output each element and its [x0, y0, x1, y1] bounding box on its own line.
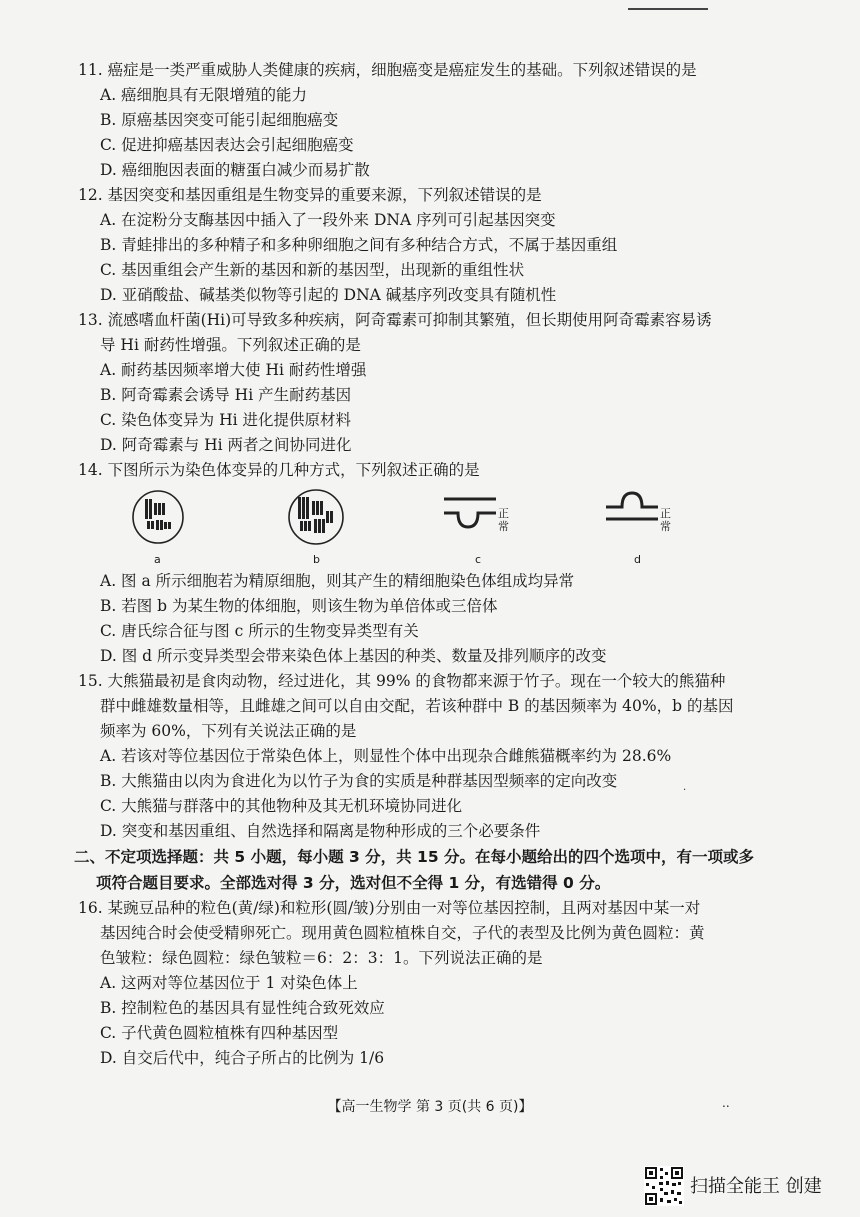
question-15-option-c: C. 大熊猫与群落中的其他物种及其无机环境协同进化	[100, 797, 463, 815]
section-2-heading	[74, 844, 778, 896]
figure-c-label: c	[475, 553, 482, 566]
page-footer: 【高一生物学 第 3 页(共 6 页)】	[327, 1099, 533, 1115]
question-12-option-b: B. 青蛙排出的多种精子和多种卵细胞之间有多种结合方式，不属于基因重组	[100, 236, 618, 254]
figure-b-label: b	[313, 553, 320, 566]
question-13	[78, 308, 778, 458]
question-12	[78, 183, 778, 308]
question-16-stem-line-1: 16. 某豌豆品种的粒色(黄/绿)和粒形(圆/皱)分别由一对等位基因控制，且两对基因中某一对	[78, 899, 701, 917]
section-2-line-1: 二、不定项选择题：共 5 小题，每小题 3 分，共 15 分。在每小题给出的四个选项中，有一项或多	[74, 848, 755, 866]
question-15-option-d: D. 突变和基因重组、自然选择和隔离是物种形成的三个必要条件	[100, 822, 541, 840]
question-13-stem-line-1: 13. 流感嗜血杆菌(Hi)可导致多种疾病，阿奇霉素可抑制其繁殖，但长期使用阿奇霉素容易诱	[78, 311, 712, 329]
figure-d-chromosome	[602, 489, 662, 549]
question-12-option-a: A. 在淀粉分支酶基因中插入了一段外来 DNA 序列可引起基因突变	[100, 211, 556, 229]
qr-code-icon	[644, 1166, 684, 1206]
question-14-option-c: C. 唐氏综合征与图 c 所示的生物变异类型有关	[100, 622, 419, 640]
question-13-option-d: D. 阿奇霉素与 Hi 两者之间协同进化	[100, 436, 352, 454]
question-16-option-c: C. 子代黄色圆粒植株有四种基因型	[100, 1024, 339, 1042]
question-12-option-c: C. 基因重组会产生新的基因和新的基因型，出现新的重组性状	[100, 261, 525, 279]
question-14	[78, 458, 778, 669]
question-15	[78, 669, 778, 844]
question-16-option-d: D. 自交后代中，纯合子所占的比例为 1/6	[100, 1049, 385, 1067]
question-13-option-c: C. 染色体变异为 Hi 进化提供原材料	[100, 411, 351, 429]
question-11-option-a: A. 癌细胞具有无限增殖的能力	[100, 86, 308, 104]
question-12-option-d: D. 亚硝酸盐、碱基类似物等引起的 DNA 碱基序列改变具有随机性	[100, 286, 557, 304]
question-14-option-a: A. 图 a 所示细胞若为精原细胞，则其产生的精细胞染色体组成均异常	[100, 572, 575, 590]
question-15-stem-line-3: 频率为 60%，下列有关说法正确的是	[100, 722, 357, 740]
figure-d-label: d	[634, 553, 641, 566]
question-15-option-b: B. 大熊猫由以肉为食进化为以竹子为食的实质是种群基因型频率的定向改变	[100, 772, 618, 790]
figure-a-label: a	[154, 553, 161, 566]
question-11-option-d: D. 癌细胞因表面的糖蛋白减少而易扩散	[100, 161, 370, 179]
question-16	[78, 896, 778, 1071]
chromosome-figures	[78, 489, 778, 565]
top-rule	[628, 8, 708, 10]
exam-page	[74, 58, 778, 1071]
stray-mark: .	[683, 782, 687, 793]
question-11-stem: 11. 癌症是一类严重威胁人类健康的疾病，细胞癌变是癌症发生的基础。下列叙述错误的是	[78, 61, 697, 79]
section-2-line-2: 项符合题目要求。全部选对得 3 分，选对但不全得 1 分，有选错得 0 分。	[96, 874, 611, 892]
question-15-option-a: A. 若该对等位基因位于常染色体上，则显性个体中出现杂合雌熊猫概率约为 28.6%	[100, 747, 672, 765]
question-14-stem: 14. 下图所示为染色体变异的几种方式，下列叙述正确的是	[78, 461, 480, 479]
question-14-option-b: B. 若图 b 为某生物的体细胞，则该生物为单倍体或三倍体	[100, 597, 498, 615]
question-12-stem: 12. 基因突变和基因重组是生物变异的重要来源，下列叙述错误的是	[78, 186, 542, 204]
question-16-stem-line-2: 基因纯合时会使受精卵死亡。现用黄色圆粒植株自交，子代的表型及比例为黄色圆粒：黄	[100, 924, 705, 942]
question-11-option-b: B. 原癌基因突变可能引起细胞癌变	[100, 111, 339, 129]
question-11-option-c: C. 促进抑癌基因表达会引起细胞癌变	[100, 136, 354, 154]
question-16-option-a: A. 这两对等位基因位于 1 对染色体上	[100, 974, 358, 992]
figure-d-normal-label: 正常	[660, 507, 671, 533]
question-13-option-b: B. 阿奇霉素会诱导 Hi 产生耐药基因	[100, 386, 352, 404]
question-14-option-d: D. 图 d 所示变异类型会带来染色体上基因的种类、数量及排列顺序的改变	[100, 647, 607, 665]
question-15-stem-line-2: 群中雌雄数量相等，且雌雄之间可以自由交配，若该种群中 B 的基因频率为 40%，b 的基因	[100, 697, 734, 715]
footer-dots: ..	[722, 1096, 730, 1110]
question-16-option-b: B. 控制粒色的基因具有显性纯合致死效应	[100, 999, 385, 1017]
question-11	[78, 58, 778, 183]
figure-c-normal-label: 正常	[498, 507, 509, 533]
question-16-stem-line-3: 色皱粒：绿色圆粒：绿色皱粒＝6：2：3：1。下列说法正确的是	[100, 949, 543, 967]
question-13-stem-line-2: 导 Hi 耐药性增强。下列叙述正确的是	[100, 336, 361, 354]
question-13-option-a: A. 耐药基因频率增大使 Hi 耐药性增强	[100, 361, 367, 379]
scanner-watermark: 扫描全能王 创建	[690, 1176, 822, 1197]
figure-c-chromosome	[440, 489, 500, 549]
question-15-stem-line-1: 15. 大熊猫最初是食肉动物，经过进化，其 99% 的食物都来源于竹子。现在一个较大的熊猫种	[78, 672, 726, 690]
